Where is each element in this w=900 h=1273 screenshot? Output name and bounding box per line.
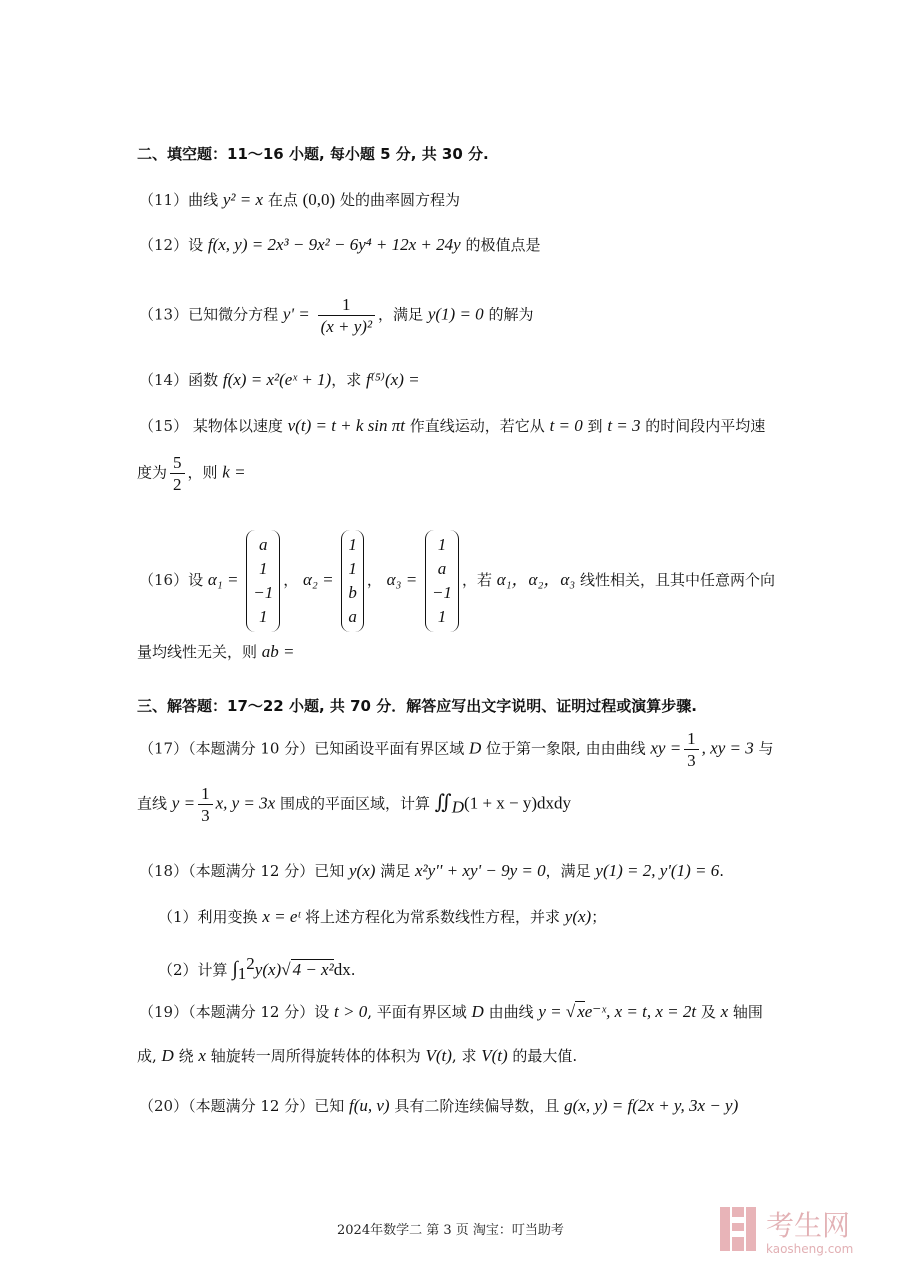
question-16: （16）设 α₁ = a 1 −1 1 ， α₂ = 1 1 b a ， α₃ = 1 a −1 1 ，若 α₁，α₂，α₃ 线性相关，且其中任意两个向 [139,530,775,632]
q20-number: （20） [139,1097,189,1115]
q17-number: （17） [139,739,189,758]
question-17: （17）（本题满分 10 分）已知函设平面有界区域 D 位于第一象限, 由由曲线 xy = $\frac{1}{3}$ , xy = 3 与 [139,729,774,770]
q11-point: (0,0) [302,190,336,209]
q15-fraction: $\frac{5}{2}$ [170,454,185,493]
question-15: （15） 某物体以速度 v(t) = t + k sin πt 作直线运动，若它从 t = 0 到 t = 3 的时间段内平均速 [139,416,766,435]
q11-text: 曲线 [188,191,223,209]
q12-number: （12） [139,236,189,254]
q15-velocity: v(t) = t + k sin πt [287,416,406,435]
question-19: （19）（本题满分 12 分）设 t > 0, 平面有界区域 D 由曲线 y = √ xe⁻ˣ, x = t, x = 2t 及 x 轴围 [139,1002,763,1021]
question-18-part-1: （1）利用变换 x = eᵗ 将上述方程化为常系数线性方程，并求 y(x)； [158,907,607,926]
q14-number: （14） [139,371,189,389]
q19-number: （19） [139,1003,189,1021]
q14-expr: f(x) = x²(eˣ + 1) [222,370,332,389]
watermark-domain: kaosheng.com [766,1242,854,1256]
question-16-line-2: 量均线性无关，则 ab = [137,642,295,661]
question-19-line-2: 成, D 绕 x 轴旋转一周所得旋转体的体积为 V(t), 求 V(t) 的最大值. [137,1046,578,1065]
alpha1-vector: a 1 −1 1 [246,530,280,632]
section-2-title: 二、填空题：11～16 小题, 每小题 5 分, 共 30 分. [137,145,489,163]
alpha3-vector: 1 a −1 1 [425,530,459,632]
watermark-brand: 考生网 [766,1209,851,1242]
question-13: （13）已知微分方程 y' = $\frac{1}{\text{(x + y)²}}$ ，满足 y(1) = 0 的解为 [139,295,534,336]
double-integral-sign: ∬ [434,791,452,814]
q13-fraction: $\frac{1}{\text{(x + y)²}}$ [318,296,375,335]
q18-equation: x²y'' + xy' − 9y = 0 [414,861,546,880]
question-14: （14）函数 f(x) = x²(eˣ + 1)，求 f⁽⁵⁾(x) = [139,370,420,389]
question-11: （11）曲线 y² = x 在点 (0,0) 处的曲率圆方程为 [139,190,460,209]
q18-number: （18） [139,862,189,880]
question-20: （20）（本题满分 12 分）已知 f(u, v) 具有二阶连续偏导数，且 g(x, y) = f(2x + y, 3x − y) [139,1096,739,1115]
q16-number: （16） [139,571,189,589]
q20-g-definition: g(x, y) = f(2x + y, 3x − y) [564,1096,739,1115]
question-18: （18）（本题满分 12 分）已知 y(x) 满足 x²y'' + xy' − 9y = 0，满足 y(1) = 2, y'(1) = 6. [139,861,725,880]
q13-number: （13） [139,305,189,324]
q15-number: （15） [139,417,189,435]
q17-fraction: $\frac{1}{3}$ [684,730,699,769]
q11-number: （11） [139,191,189,209]
kaosheng-watermark-logo [718,1201,878,1257]
section-3-title: 三、解答题：17～22 小题, 共 70 分．解答应写出文字说明、证明过程或演算步骤. [137,697,697,715]
integral-sign: ∫ [232,958,238,980]
question-18-part-2: （2）计算 $\int_1^2y(x)√$ 4 − x²dx. [158,954,356,983]
page-footer: 2024年数学二 第 3 页 淘宝：叮当助考 [337,1223,564,1238]
q12-expr: f(x, y) = 2x³ − 9x² − 6y⁴ + 12x + 24y [207,235,461,254]
alpha2-vector: 1 1 b a [341,530,364,632]
q11-expr: y² = x [222,190,264,209]
q13-condition: y(1) = 0 [427,304,484,324]
question-15-line-2: 度为 $\frac{5}{2}$ ，则 k = [137,453,246,494]
question-17-line-2: 直线 y = $\frac{1}{3}$ x, y = 3x 围成的平面区域，计算 $∬_D(1 + x$ − y)dxdy [137,784,572,825]
question-12: （12）设 f(x, y) = 2x³ − 9x² − 6y⁴ + 12x + 24y 的极值点是 [139,235,541,254]
